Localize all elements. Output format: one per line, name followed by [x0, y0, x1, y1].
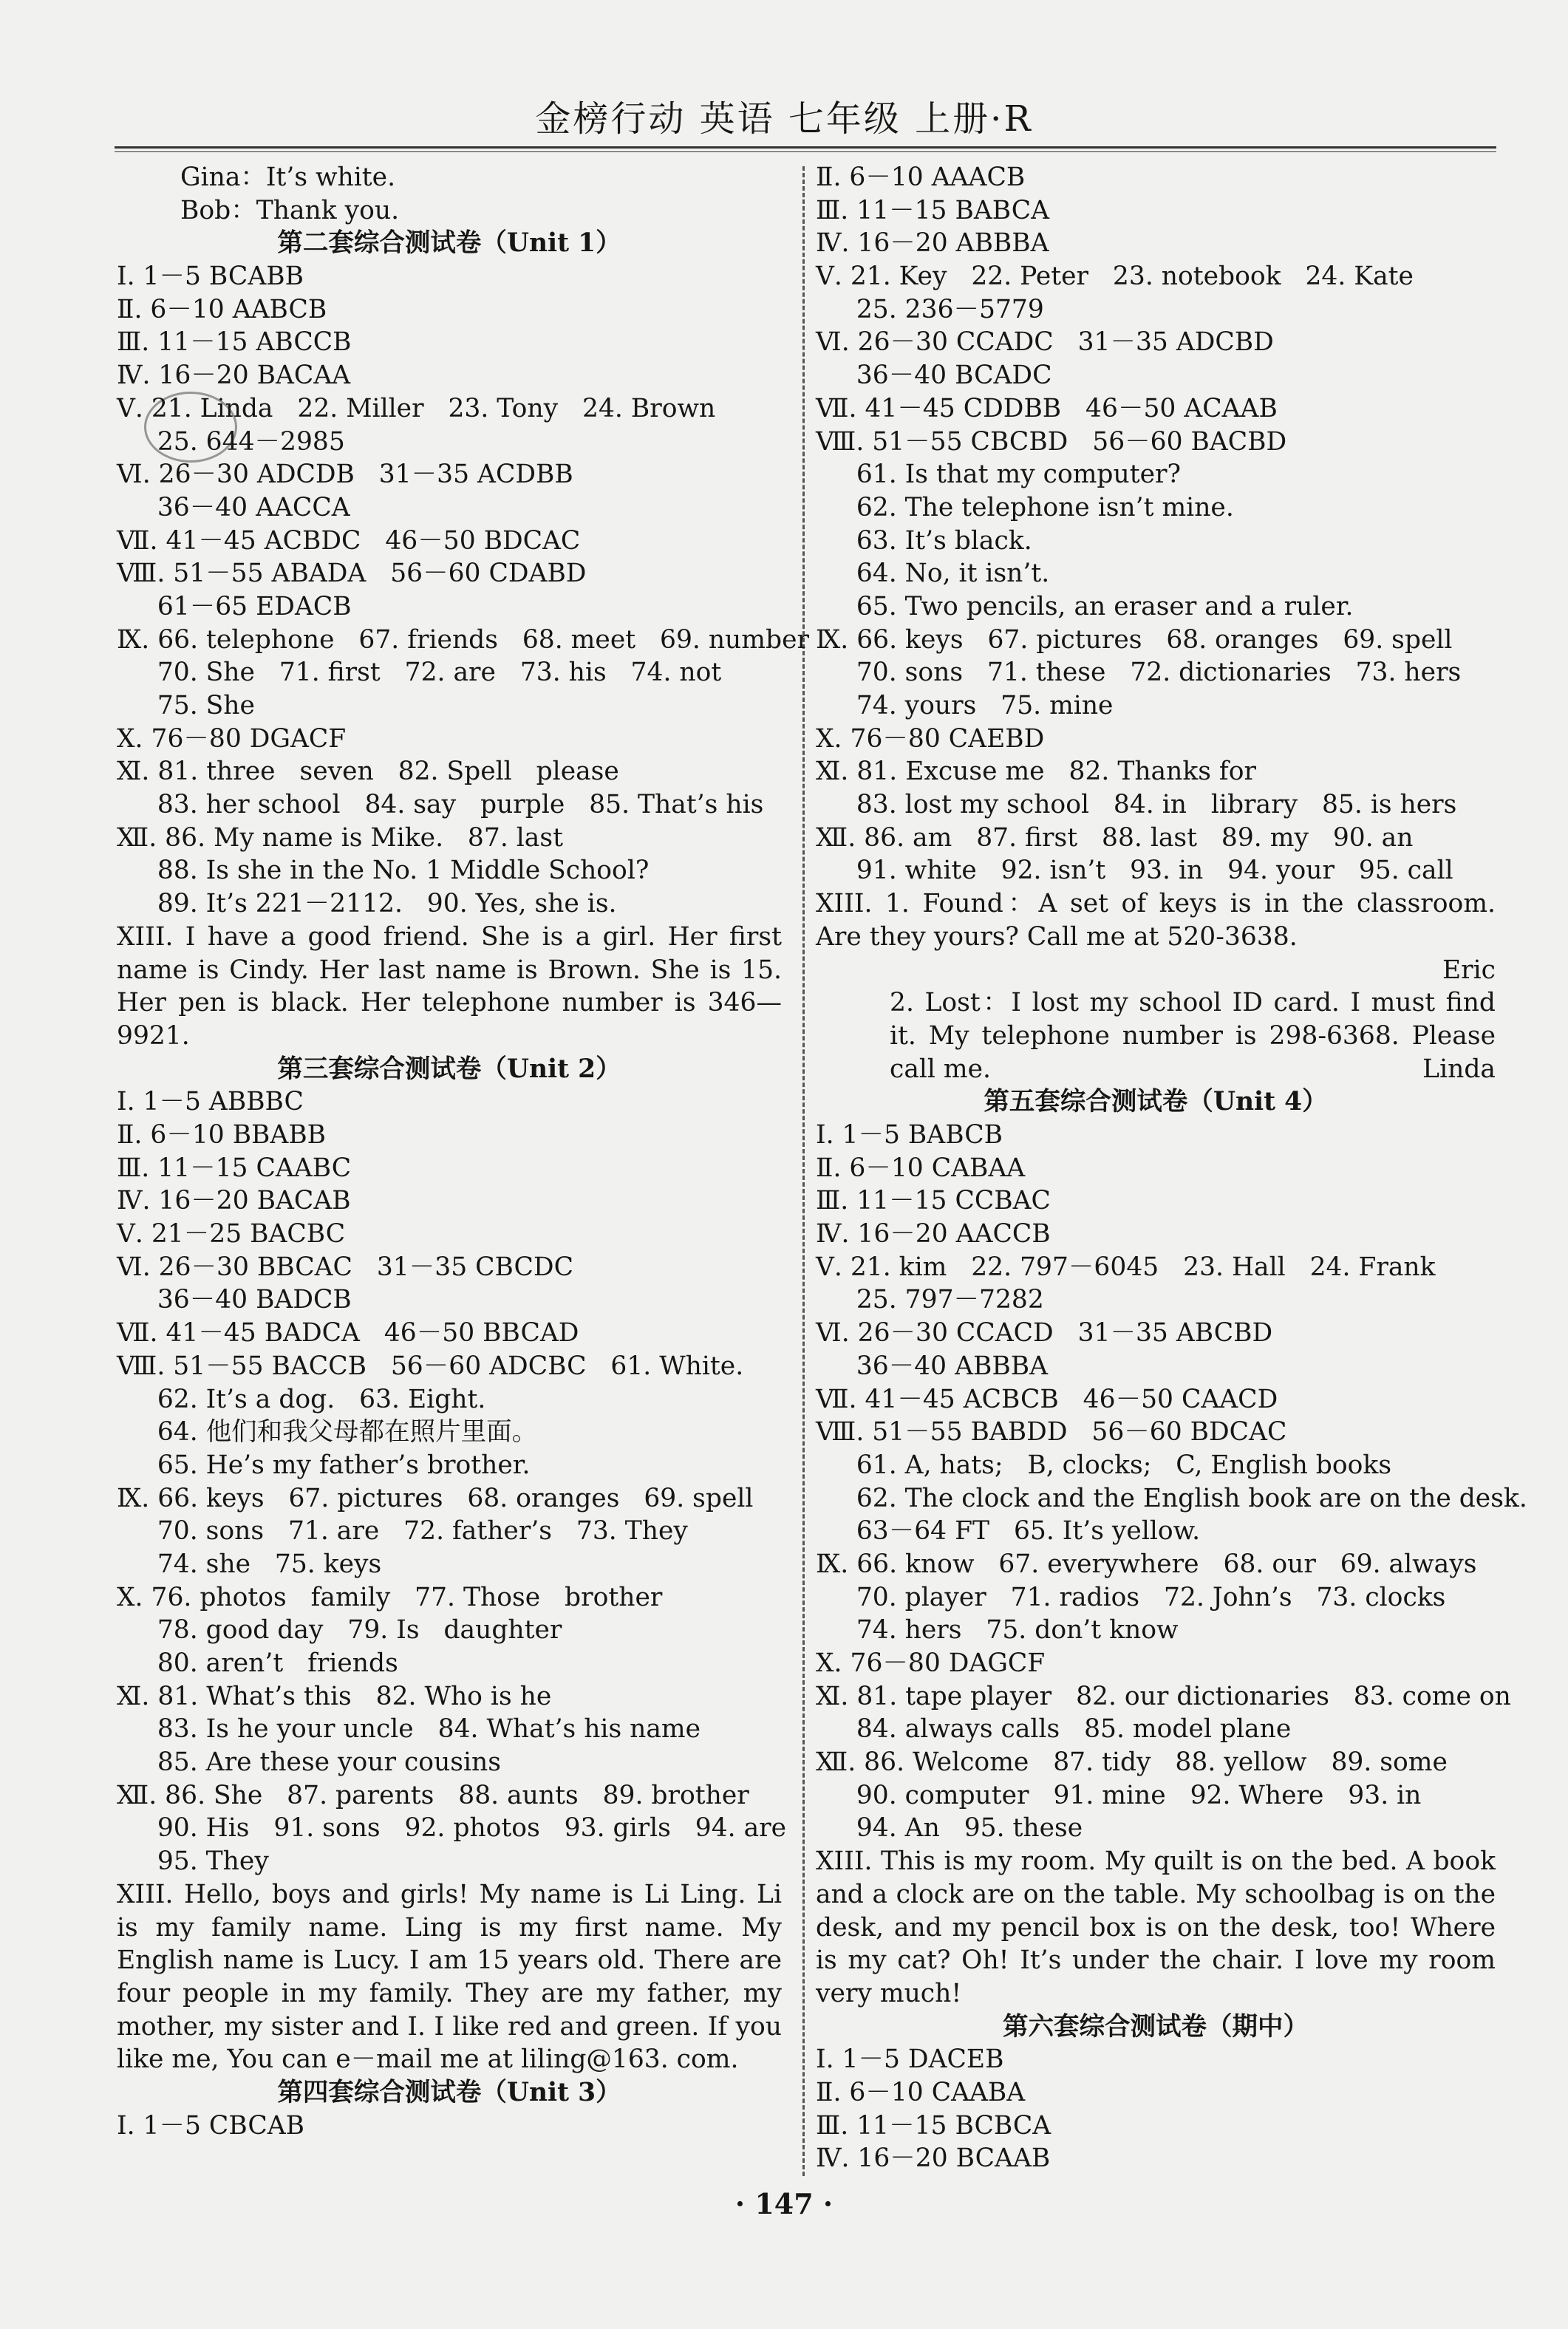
section-title: 第六套综合测试卷（期中） — [1003, 2011, 1309, 2042]
answer-line: Ⅸ. 66. know 67. everywhere 68. our 69. always — [816, 1549, 1477, 1579]
answer-line: 95. They — [117, 1847, 269, 1877]
answer-line: Ⅹ. 76. photos family 77. Those brother — [117, 1582, 663, 1612]
answer-line: Ⅳ. 16－20 ABBBA — [816, 228, 1049, 259]
answer-line: Ⅶ. 41－45 ACBDC 46－50 BDCAC — [117, 525, 581, 556]
answer-line: Ⅶ. 41－45 ACBCB 46－50 CAACD — [816, 1384, 1278, 1414]
answer-line: 75. She — [117, 691, 255, 720]
answer-line: 25. 797－7282 — [816, 1285, 1044, 1315]
answer-list — [816, 1119, 1527, 1845]
answer-line: Ⅲ. 11－15 CAABC — [117, 1153, 352, 1183]
answer-line: Ⅲ. 11－15 CCBAC — [816, 1186, 1051, 1216]
answer-line: Ⅵ. 26－30 CCADC 31－35 ADCBD — [816, 327, 1274, 358]
answer-line: Ⅲ. 11－15 BCBCA — [816, 2110, 1051, 2141]
answer-line: 90. computer 91. mine 92. Where 93. in — [816, 1780, 1422, 1810]
answer-line: Ⅶ. 41－45 BADCA 46－50 BBCAD — [117, 1318, 579, 1348]
answer-line: Ⅶ. 41－45 CDDBB 46－50 ACAAB — [816, 393, 1278, 423]
header-rule — [115, 146, 1496, 149]
answer-line: 84. always calls 85. model plane — [816, 1714, 1292, 1745]
answer-list — [117, 260, 809, 921]
answer-line: 70. sons 71. these 72. dictionaries 73. hers — [816, 658, 1462, 688]
answer-line: 74. yours 75. mine — [816, 691, 1114, 720]
answer-line: 80. aren’t friends — [117, 1648, 398, 1678]
answer-line: Ⅹ. 76－80 CAEBD — [816, 723, 1045, 754]
answer-line: Ⅱ. 6－10 CABAA — [816, 1153, 1026, 1183]
section-title: 第三套综合测试卷（Unit 2） — [277, 1054, 621, 1084]
signature: Linda — [1422, 1054, 1496, 1084]
answer-line: Ⅸ. 66. keys 67. pictures 68. oranges 69. spell — [816, 624, 1453, 655]
text-line: Gina：It’s white. — [180, 163, 396, 192]
answer-line: 65. Two pencils, an eraser and a ruler. — [816, 591, 1354, 621]
answer-line: Ⅹ. 76－80 DAGCF — [816, 1648, 1046, 1679]
writing-paragraph: XIII. 1. Found：A set of keys is in the classroom. Are they yours? Call me at 520-3638. — [816, 889, 1496, 952]
answer-line: Ⅳ. 16－20 BACAA — [117, 361, 351, 391]
answer-line: Ⅴ. 21. Key 22. Peter 23. notebook 24. Kate — [816, 262, 1414, 292]
header-rule-thin — [115, 151, 1496, 152]
right-column — [816, 161, 1527, 2175]
answer-line: Ⅻ. 86. am 87. first 88. last 89. my 90. an — [816, 822, 1414, 853]
section-title: 第四套综合测试卷（Unit 3） — [277, 2078, 621, 2108]
answer-line: 83. Is he your uncle 84. What’s his name — [117, 1714, 701, 1745]
answer-line: 83. lost my school 84. in library 85. is hers — [816, 790, 1457, 820]
answer-line: Ⅲ. 11－15 ABCCB — [117, 327, 352, 358]
answer-line: Ⅱ. 6－10 AAACB — [816, 163, 1026, 192]
answer-line: 36－40 BADCB — [117, 1285, 352, 1315]
answer-line: 61. Is that my computer? — [816, 460, 1182, 490]
answer-line: 64. 他们和我父母都在照片里面。 — [117, 1417, 538, 1447]
answer-line: 70. player 71. radios 72. John’s 73. clocks — [816, 1582, 1446, 1612]
answer-line: Ⅻ. 86. She 87. parents 88. aunts 89. brother — [117, 1780, 749, 1810]
answer-line: Ⅵ. 26－30 ADCDB 31－35 ACDBB — [117, 460, 573, 490]
answer-line: 62. It’s a dog. 63. Eight. — [117, 1384, 486, 1414]
answer-line: Ⅰ. 1－5 ABBBC — [117, 1087, 304, 1117]
answer-line: Ⅵ. 26－30 BBCAC 31－35 CBCDC — [117, 1252, 573, 1282]
text-line: Bob：Thank you. — [180, 195, 400, 225]
answer-list — [816, 2043, 1496, 2175]
answer-list — [816, 161, 1496, 887]
page-number: · 147 · — [734, 2187, 834, 2220]
section-title: 第五套综合测试卷（Unit 4） — [984, 1087, 1328, 1117]
answer-line: Ⅹ. 76－80 DGACF — [117, 723, 347, 754]
answer-list — [117, 2110, 782, 2143]
answer-line: 90. His 91. sons 92. photos 93. girls 94. are — [117, 1813, 787, 1844]
answer-line: 25. 644－2985 — [117, 426, 345, 457]
answer-line: Ⅰ. 1－5 BCABB — [117, 262, 304, 292]
answer-line: Ⅷ. 51－55 ABADA 56－60 CDABD — [117, 559, 587, 589]
writing-paragraph: XIII. This is my room. My quilt is on the bed. A book and a clock are on the table. My schoolbag is on the desk, and my pencil box is on the desk, too! Where is my cat? Oh! It’s under the chair. I love my room very much! — [816, 1847, 1496, 2008]
answer-line: Ⅴ. 21－25 BACBC — [117, 1219, 346, 1249]
answer-line: Ⅱ. 6－10 CAABA — [816, 2078, 1026, 2108]
answer-line: 74. hers 75. don’t know — [816, 1615, 1179, 1646]
answer-line: Ⅸ. 66. telephone 67. friends 68. meet 69. number — [117, 624, 809, 655]
writing-paragraph: XIII. I have a good friend. She is a girl. Her first name is Cindy. Her last name is Brown. She is 15. Her pen is black. Her telephone number is 346—9921. — [117, 921, 782, 1051]
answer-line: 61－65 EDACB — [117, 591, 352, 621]
answer-line: 83. her school 84. say purple 85. That’s his — [117, 790, 764, 820]
answer-line: 89. It’s 221－2112. 90. Yes, she is. — [117, 889, 617, 919]
answer-line: Ⅸ. 66. keys 67. pictures 68. oranges 69. spell — [117, 1483, 754, 1513]
answer-line: Ⅲ. 11－15 BABCA — [816, 195, 1050, 225]
answer-line: Ⅴ. 21. Linda 22. Miller 23. Tony 24. Brown — [117, 393, 716, 423]
answer-line: 70. sons 71. are 72. father’s 73. They — [117, 1516, 688, 1547]
answer-line: Ⅰ. 1－5 DACEB — [816, 2045, 1004, 2075]
answer-line: 25. 236－5779 — [816, 294, 1044, 324]
column-divider — [802, 166, 805, 2176]
answer-line: Ⅷ. 51－55 BACCB 56－60 ADCBC 61. White. — [117, 1351, 744, 1381]
answer-line: 62. The telephone isn’t mine. — [816, 492, 1234, 522]
answer-line: Ⅰ. 1－5 BABCB — [816, 1120, 1003, 1150]
answer-line: Ⅳ. 16－20 AACCB — [816, 1219, 1051, 1249]
answer-line: 64. No, it isn’t. — [816, 559, 1050, 589]
answer-line: Ⅺ. 81. three seven 82. Spell please — [117, 757, 619, 787]
answer-line: Ⅻ. 86. Welcome 87. tidy 88. yellow 89. some — [816, 1747, 1448, 1778]
signature: Eric — [1442, 955, 1496, 985]
answer-line: 62. The clock and the English book are on the desk. — [816, 1483, 1527, 1513]
answer-line: 91. white 92. isn’t 93. in 94. your 95. call — [816, 856, 1453, 886]
answer-line: 61. A, hats; B, clocks; C, English books — [816, 1450, 1392, 1480]
writing-paragraph: XIII. Hello, boys and girls! My name is Li Ling. Li is my family name. Ling is my first name. My English name is Lucy. I am 15 years old. There are four people in my family. They are my father, my mother, my sister and I. I like red and green. If you like me, You can e－mail me at liling@163. com. — [117, 1879, 782, 2075]
answer-line: 74. she 75. keys — [117, 1549, 382, 1579]
answer-line: 65. He’s my father’s brother. — [117, 1450, 531, 1480]
answer-line: 88. Is she in the No. 1 Middle School? — [117, 856, 650, 886]
answer-line: 94. An 95. these — [816, 1813, 1083, 1844]
page-header: 金榜行动 英语 七年级 上册·R — [535, 98, 1033, 140]
writing-paragraph: 2. Lost：I lost my school ID card. I must find it. My telephone number is 298-6368. Please call me. — [890, 988, 1496, 1084]
answer-line: Ⅷ. 51－55 BABDD 56－60 BDCAC — [816, 1417, 1287, 1447]
answer-list — [117, 1085, 787, 1878]
answer-line: 70. She 71. first 72. are 73. his 74. not — [117, 658, 722, 688]
answer-line: Ⅴ. 21. kim 22. 797－6045 23. Hall 24. Frank — [816, 1252, 1436, 1282]
answer-line: 63. It’s black. — [816, 525, 1032, 556]
answer-line: Ⅷ. 51－55 CBCBD 56－60 BACBD — [816, 426, 1287, 457]
left-column — [117, 161, 809, 2142]
answer-line: Ⅺ. 81. Excuse me 82. Thanks for — [816, 757, 1256, 787]
answer-line: Ⅺ. 81. tape player 82. our dictionaries 83. come on — [816, 1681, 1511, 1711]
answer-line: Ⅻ. 86. My name is Mike. 87. last — [117, 822, 563, 853]
answer-line: 36－40 AACCA — [117, 492, 350, 522]
answer-line: Ⅳ. 16－20 BCAAB — [816, 2144, 1051, 2174]
answer-line: Ⅱ. 6－10 BBABB — [117, 1120, 327, 1150]
answer-line: 85. Are these your cousins — [117, 1747, 501, 1778]
answer-line: 36－40 BCADC — [816, 361, 1052, 391]
answer-line: Ⅰ. 1－5 CBCAB — [117, 2110, 304, 2141]
section-title: 第二套综合测试卷（Unit 1） — [277, 228, 621, 259]
answer-line: 78. good day 79. Is daughter — [117, 1615, 562, 1646]
answer-line: 63－64 FT 65. It’s yellow. — [816, 1516, 1201, 1547]
answer-line: 36－40 ABBBA — [816, 1351, 1048, 1381]
answer-line: Ⅳ. 16－20 BACAB — [117, 1186, 351, 1216]
answer-line: Ⅱ. 6－10 AABCB — [117, 294, 327, 324]
answer-line: Ⅺ. 81. What’s this 82. Who is he — [117, 1681, 552, 1711]
answer-line: Ⅵ. 26－30 CCACD 31－35 ABCBD — [816, 1318, 1273, 1348]
